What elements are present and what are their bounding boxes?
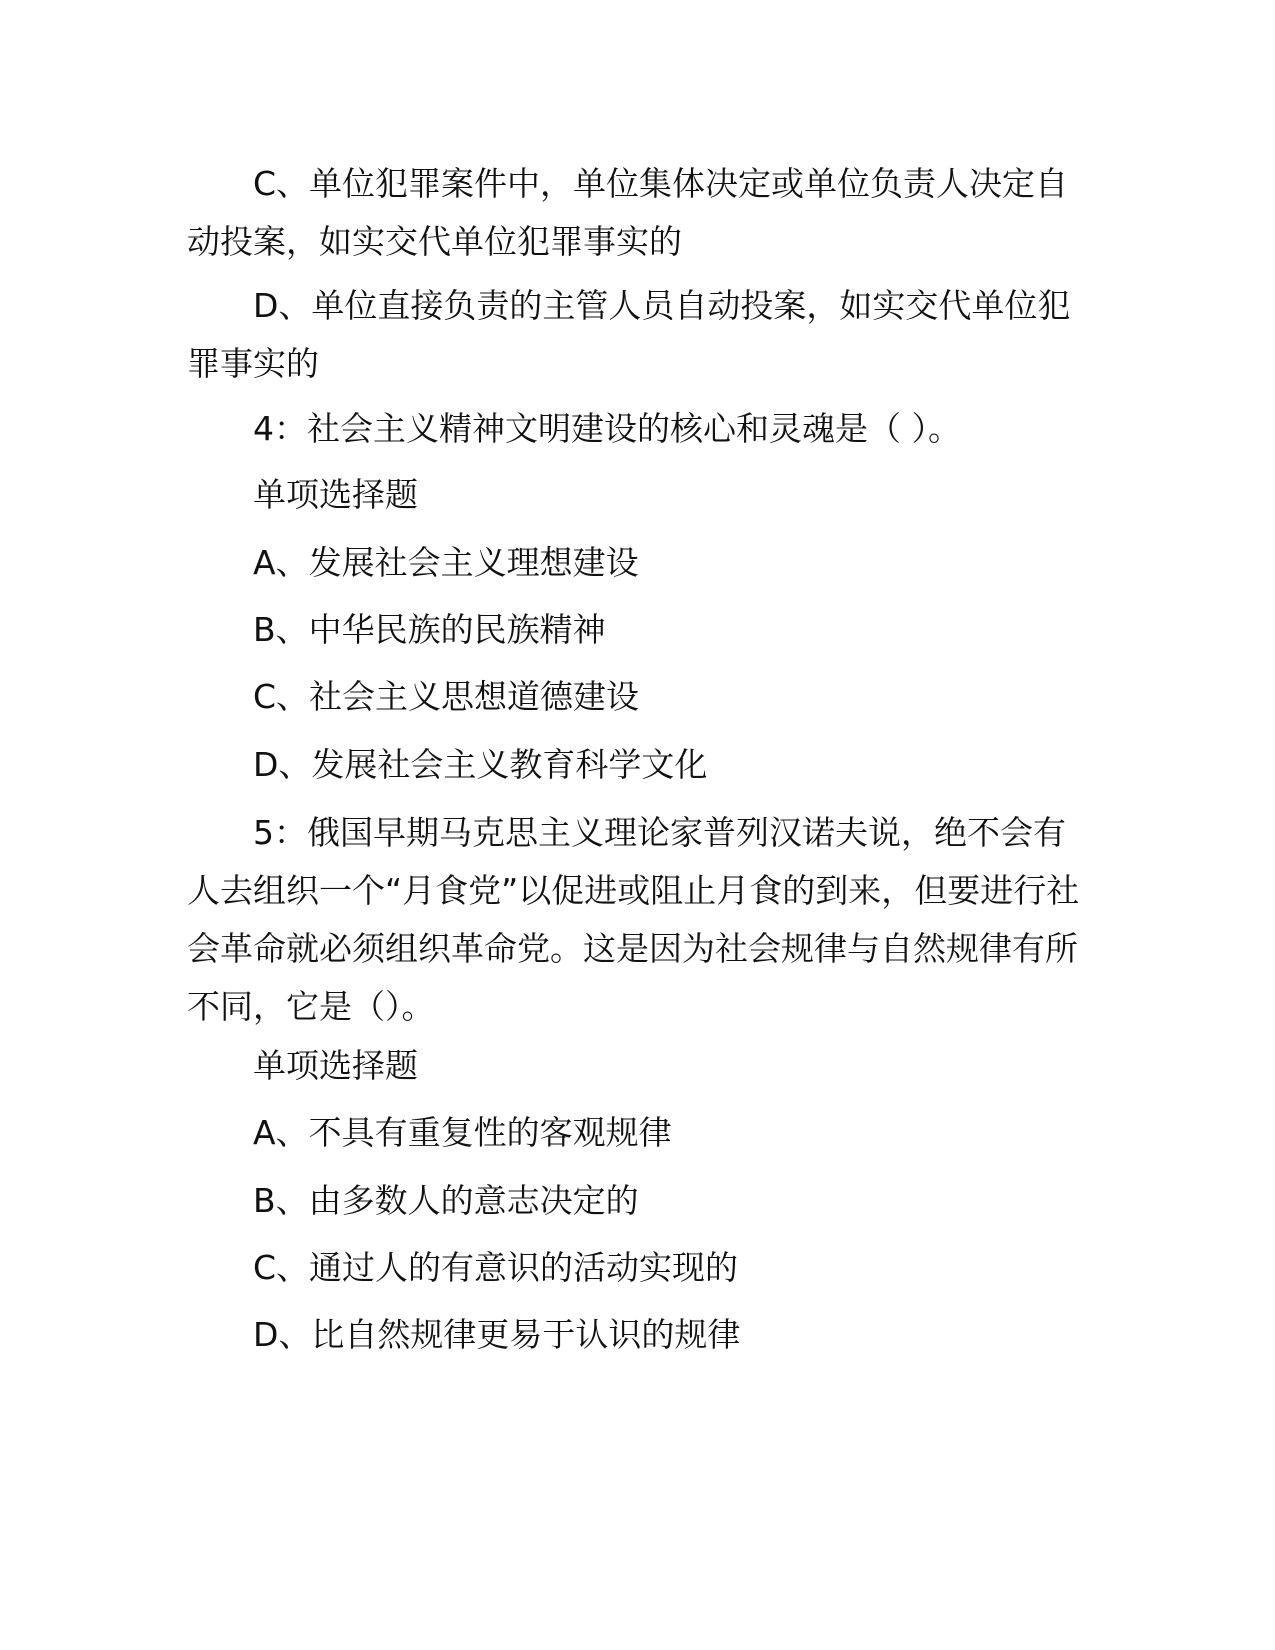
option-c-q5: C、通过人的有意识的活动实现的 [253, 1248, 739, 1287]
option-d-q5: D、比自然规律更易于认识的规律 [253, 1315, 741, 1354]
option-c-q3: C、单位犯罪案件中，单位集体决定或单位负责人决定自动投案，如实交代单位犯罪事实的 [187, 164, 1069, 261]
option-c-q4: C、社会主义思想道德建设 [253, 677, 640, 716]
question-4: 4：社会主义精神文明建设的核心和灵魂是（ ）。 [253, 409, 961, 448]
question-type-q4: 单项选择题 [253, 475, 418, 514]
option-d-q4: D、发展社会主义教育科学文化 [253, 745, 708, 784]
option-a-q5: A、不具有重复性的客观规律 [253, 1113, 672, 1152]
option-d-q3: D、单位直接负责的主管人员自动投案，如实交代单位犯罪事实的 [187, 286, 1071, 383]
option-a-q4: A、发展社会主义理想建设 [253, 543, 639, 582]
option-b-q4: B、中华民族的民族精神 [253, 610, 606, 649]
question-type-q5: 单项选择题 [253, 1046, 418, 1085]
question-5: 5：俄国早期马克思主义理论家普列汉诺夫说，绝不会有人去组织一个“月食党”以促进或阻止月食的到来，但要进行社会革命就必须组织革命党。这是因为社会规律与自然规律有所不同，它是（）。 [187, 813, 1080, 1026]
option-b-q5: B、由多数人的意志决定的 [253, 1181, 639, 1220]
